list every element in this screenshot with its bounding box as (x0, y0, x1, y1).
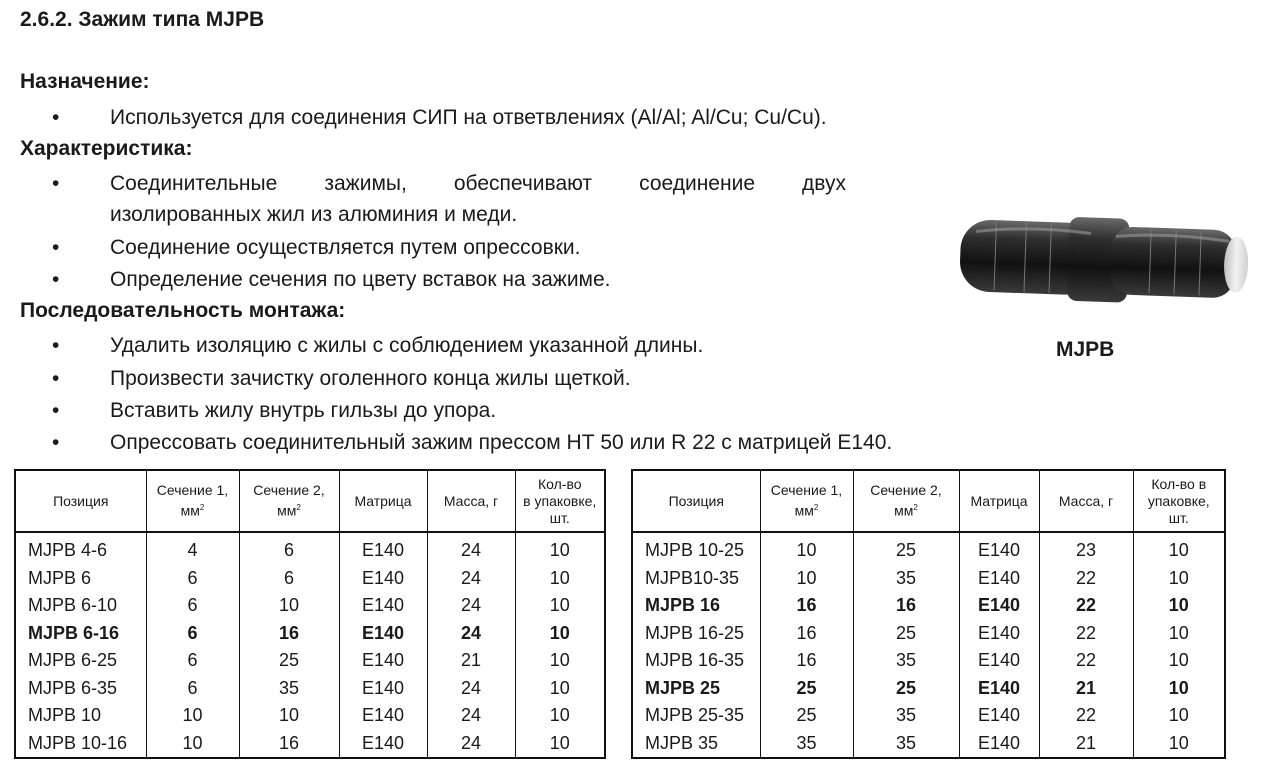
cell-section-2: 10 (239, 702, 339, 730)
table-header-row (632, 470, 1225, 532)
table-row (632, 702, 1225, 730)
column-header-section-2: Сечение 2, $мм^2$ (853, 470, 959, 532)
cell-pack-qty: 10 (515, 532, 605, 565)
cell-position: MJPB 6-16 (28, 622, 120, 643)
cell-die: E140 (959, 592, 1039, 620)
table-row (15, 565, 605, 593)
cell-section-1: 6 (146, 647, 239, 675)
cell-section-1: 16 (760, 620, 853, 648)
installation-heading: Последовательность монтажа: (20, 299, 346, 322)
cell-die: E140 (339, 565, 427, 593)
bullet-text: Определение сечения по цвету вставок на зажиме. (110, 268, 611, 291)
cell-die: E140 (339, 730, 427, 759)
cell-mass: 21 (1039, 675, 1133, 703)
product-label: MJPB (1056, 338, 1115, 361)
cell-section-1: 6 (146, 675, 239, 703)
cell-section-2: 16 (239, 620, 339, 648)
bullet-marker: • (52, 431, 60, 454)
cell-position: MJPB 6 (28, 567, 92, 588)
cell-position: MJPB 10-25 (645, 540, 745, 561)
cell-pack-qty: 10 (515, 730, 605, 759)
cell-pack-qty: 10 (515, 592, 605, 620)
column-header-mass: Масса, г (1039, 470, 1133, 532)
cell-section-1: 10 (146, 702, 239, 730)
cell-position: MJPB 6-35 (28, 677, 118, 698)
cell-section-2: 25 (853, 532, 959, 565)
cell-section-2: 6 (239, 565, 339, 593)
cell-position: MJPB 10-16 (28, 732, 128, 753)
table-body (15, 532, 605, 758)
cell-die: E140 (959, 702, 1039, 730)
cell-section-2: 35 (853, 647, 959, 675)
cell-mass: 22 (1039, 647, 1133, 675)
cell-die: E140 (339, 620, 427, 648)
column-header-section-1: Сечение 1, $мм^2$ (146, 470, 239, 532)
cell-section-1: 6 (146, 620, 239, 648)
purpose-heading: Назначение: (20, 70, 150, 93)
cell-die: E140 (339, 675, 427, 703)
cell-position: MJPB 25-35 (645, 705, 745, 726)
cell-pack-qty: 10 (1133, 702, 1225, 730)
cell-position: MJPB 6-10 (28, 595, 118, 616)
bullet-text: Удалить изоляцию с жилы с соблюдением указанной длины. (110, 334, 704, 357)
cell-section-1: 10 (760, 532, 853, 565)
table-row (15, 730, 605, 759)
cell-section-2: 35 (853, 730, 959, 759)
bullet-text: Соединение осуществляется путем опрессовки. (110, 236, 581, 259)
cell-pack-qty: 10 (1133, 730, 1225, 759)
bullet-text: Вставить жилу внутрь гильзы до упора. (110, 399, 497, 422)
product-photo (950, 210, 1260, 320)
table-row (15, 702, 605, 730)
cell-pack-qty: 10 (515, 702, 605, 730)
cell-pack-qty: 10 (515, 647, 605, 675)
cell-die: E140 (959, 565, 1039, 593)
column-header-pack-qty: Кол-во в упаковке, шт. (515, 470, 605, 532)
table-row (15, 592, 605, 620)
table-row (15, 675, 605, 703)
cell-section-1: 6 (146, 565, 239, 593)
cell-die: E140 (959, 675, 1039, 703)
cell-section-1: 25 (760, 675, 853, 703)
table-header-row (15, 470, 605, 532)
cell-section-1: 16 (760, 647, 853, 675)
table-row (15, 532, 605, 565)
cell-position: MJPB 4-6 (28, 540, 108, 561)
cell-pack-qty: 10 (515, 675, 605, 703)
cell-mass: 24 (427, 675, 515, 703)
bullet-text: Используется для соединения СИП на ответвлениях (Al/Al; Al/Cu; Cu/Cu). (110, 106, 827, 129)
spec-table-right (631, 469, 1226, 759)
cell-mass: 22 (1039, 702, 1133, 730)
bullet-text: изолированных жил из алюминия и меди. (110, 203, 518, 226)
cell-pack-qty: 10 (1133, 620, 1225, 648)
column-header-position: Позиция (15, 470, 146, 532)
column-header-mass: Масса, г (427, 470, 515, 532)
column-header-position: Позиция (632, 470, 760, 532)
cell-die: E140 (959, 647, 1039, 675)
cell-die: E140 (339, 532, 427, 565)
cell-position: MJPB 35 (645, 732, 719, 753)
cell-die: E140 (959, 620, 1039, 648)
table-row (632, 675, 1225, 703)
cell-mass: 24 (427, 702, 515, 730)
cell-section-1: 4 (146, 532, 239, 565)
cell-mass: 22 (1039, 565, 1133, 593)
cell-section-2: 16 (853, 592, 959, 620)
cell-section-2: 25 (853, 620, 959, 648)
cell-pack-qty: 10 (1133, 647, 1225, 675)
bullet-marker: • (52, 268, 60, 291)
cell-section-2: 6 (239, 532, 339, 565)
cell-pack-qty: 10 (1133, 532, 1225, 565)
column-header-pack-qty: Кол-во в упаковке, шт. (1133, 470, 1225, 532)
cell-mass: 24 (427, 532, 515, 565)
bullet-marker: • (52, 399, 60, 422)
cell-die: E140 (959, 730, 1039, 759)
cell-mass: 21 (427, 647, 515, 675)
table-row (15, 620, 605, 648)
cell-position: MJPB 16 (645, 595, 721, 616)
cell-mass: 24 (427, 592, 515, 620)
column-header-section-1: Сечение 1, $мм^2$ (760, 470, 853, 532)
bullet-text: Опрессовать соединительный зажим прессом НТ 50 или R 22 с матрицей Е140. (110, 431, 893, 454)
column-header-section-2: Сечение 2, $мм^2$ (239, 470, 339, 532)
cell-die: E140 (339, 592, 427, 620)
cell-die: E140 (339, 647, 427, 675)
cell-position: MJPB 6-25 (28, 650, 118, 671)
bullet-text: Соединительные зажимы, обеспечивают соединение двух (110, 172, 846, 195)
cell-mass: 24 (427, 730, 515, 759)
cell-section-2: 25 (239, 647, 339, 675)
cell-section-1: 25 (760, 702, 853, 730)
cell-mass: 22 (1039, 620, 1133, 648)
cell-mass: 22 (1039, 592, 1133, 620)
spec-table-left (14, 469, 606, 759)
cell-section-2: 16 (239, 730, 339, 759)
cell-pack-qty: 10 (1133, 592, 1225, 620)
cell-pack-qty: 10 (515, 565, 605, 593)
cell-pack-qty: 10 (515, 620, 605, 648)
cell-position: MJPB10-35 (645, 567, 740, 588)
bullet-marker: • (52, 172, 60, 195)
table-row (632, 620, 1225, 648)
cell-die: E140 (339, 702, 427, 730)
table-row (632, 532, 1225, 565)
cell-section-2: 35 (853, 565, 959, 593)
bullet-marker: • (52, 367, 60, 390)
bullet-marker: • (52, 334, 60, 357)
table-row (632, 592, 1225, 620)
cell-position: MJPB 16-25 (645, 622, 745, 643)
cell-section-2: 35 (853, 702, 959, 730)
table-row (632, 730, 1225, 759)
cell-position: MJPB 25 (645, 677, 721, 698)
cell-mass: 21 (1039, 730, 1133, 759)
page-title: 2.6.2. Зажим типа MJPB (20, 8, 265, 31)
cell-pack-qty: 10 (1133, 675, 1225, 703)
bullet-marker: • (52, 236, 60, 259)
cell-mass: 24 (427, 565, 515, 593)
cell-mass: 23 (1039, 532, 1133, 565)
cell-section-1: 10 (760, 565, 853, 593)
cell-position: MJPB 10 (28, 705, 102, 726)
bullet-text: Произвести зачистку оголенного конца жилы щеткой. (110, 367, 631, 390)
cell-section-1: 35 (760, 730, 853, 759)
characteristics-heading: Характеристика: (20, 137, 193, 160)
table-body (632, 532, 1225, 758)
column-header-die: Матрица (959, 470, 1039, 532)
column-header-die: Матрица (339, 470, 427, 532)
table-row (15, 647, 605, 675)
cell-section-2: 25 (853, 675, 959, 703)
cell-section-2: 10 (239, 592, 339, 620)
bullet-marker: • (52, 106, 60, 129)
cell-die: E140 (959, 532, 1039, 565)
cell-section-1: 6 (146, 592, 239, 620)
cell-pack-qty: 10 (1133, 565, 1225, 593)
cell-mass: 24 (427, 620, 515, 648)
table-row (632, 565, 1225, 593)
cell-section-2: 35 (239, 675, 339, 703)
cell-position: MJPB 16-35 (645, 650, 745, 671)
cell-section-1: 16 (760, 592, 853, 620)
cell-section-1: 10 (146, 730, 239, 759)
table-row (632, 647, 1225, 675)
